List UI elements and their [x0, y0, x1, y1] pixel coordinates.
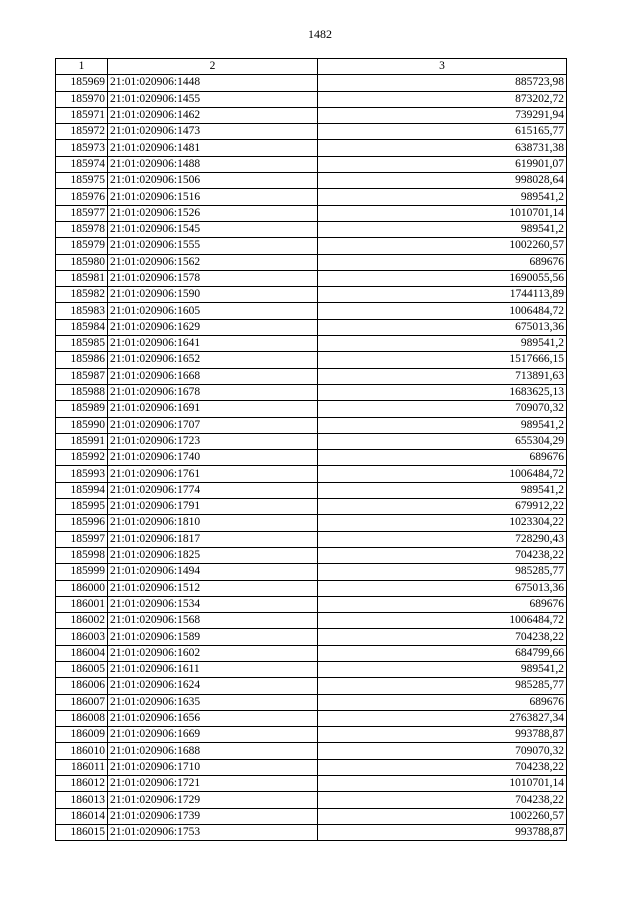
row-number-cell: 186009: [56, 727, 108, 743]
cadastral-value-cell: 1517666,15: [318, 352, 567, 368]
cadastral-value-cell: 989541,2: [318, 417, 567, 433]
cadastral-value-cell: 989541,2: [318, 661, 567, 677]
table-row: [56, 140, 567, 156]
cadastral-number-cell: 21:01:020906:1753: [108, 824, 318, 840]
cadastral-value-cell: 689676: [318, 254, 567, 270]
cadastral-number-cell: 21:01:020906:1641: [108, 336, 318, 352]
table-row: [56, 580, 567, 596]
table-row: [56, 710, 567, 726]
cadastral-number-cell: 21:01:020906:1723: [108, 433, 318, 449]
table-body: [56, 75, 567, 841]
table-row: [56, 124, 567, 140]
cadastral-value-cell: 689676: [318, 596, 567, 612]
table-row: [56, 531, 567, 547]
cadastral-number-cell: 21:01:020906:1656: [108, 710, 318, 726]
cadastral-value-cell: 993788,87: [318, 727, 567, 743]
cadastral-number-cell: 21:01:020906:1448: [108, 75, 318, 91]
column-header-1: 1: [56, 59, 108, 75]
row-number-cell: 185996: [56, 515, 108, 531]
table-row: [56, 596, 567, 612]
row-number-cell: 185974: [56, 156, 108, 172]
table-row: [56, 173, 567, 189]
table-row: [56, 417, 567, 433]
table-row: [56, 613, 567, 629]
cadastral-value-cell: 1002260,57: [318, 808, 567, 824]
row-number-cell: 185988: [56, 384, 108, 400]
table-row: [56, 808, 567, 824]
table-row: [56, 645, 567, 661]
cadastral-number-cell: 21:01:020906:1740: [108, 450, 318, 466]
cadastral-number-cell: 21:01:020906:1761: [108, 466, 318, 482]
table-row: [56, 661, 567, 677]
cadastral-number-cell: 21:01:020906:1526: [108, 205, 318, 221]
cadastral-number-cell: 21:01:020906:1545: [108, 221, 318, 237]
cadastral-value-cell: 675013,36: [318, 580, 567, 596]
cadastral-number-cell: 21:01:020906:1568: [108, 613, 318, 629]
cadastral-number-cell: 21:01:020906:1825: [108, 547, 318, 563]
cadastral-value-cell: 989541,2: [318, 189, 567, 205]
table-row: [56, 303, 567, 319]
table-row: [56, 482, 567, 498]
cadastral-number-cell: 21:01:020906:1605: [108, 303, 318, 319]
cadastral-number-cell: 21:01:020906:1707: [108, 417, 318, 433]
cadastral-value-cell: 989541,2: [318, 221, 567, 237]
row-number-cell: 185999: [56, 564, 108, 580]
row-number-cell: 185983: [56, 303, 108, 319]
row-number-cell: 185984: [56, 319, 108, 335]
table-row: [56, 336, 567, 352]
row-number-cell: 186010: [56, 743, 108, 759]
row-number-cell: 185981: [56, 270, 108, 286]
cadastral-value-cell: 885723,98: [318, 75, 567, 91]
cadastral-number-cell: 21:01:020906:1611: [108, 661, 318, 677]
cadastral-value-cell: 1690055,56: [318, 270, 567, 286]
cadastral-value-cell: 873202,72: [318, 91, 567, 107]
cadastral-value-table: [55, 58, 567, 841]
row-number-cell: 186003: [56, 629, 108, 645]
table-row: [56, 319, 567, 335]
cadastral-number-cell: 21:01:020906:1721: [108, 776, 318, 792]
cadastral-value-cell: 2763827,34: [318, 710, 567, 726]
cadastral-value-cell: 689676: [318, 450, 567, 466]
table-row: [56, 107, 567, 123]
cadastral-number-cell: 21:01:020906:1624: [108, 678, 318, 694]
cadastral-number-cell: 21:01:020906:1488: [108, 156, 318, 172]
cadastral-value-cell: 675013,36: [318, 319, 567, 335]
table-row: [56, 694, 567, 710]
cadastral-value-cell: 704238,22: [318, 629, 567, 645]
cadastral-value-cell: 1010701,14: [318, 205, 567, 221]
cadastral-value-cell: 728290,43: [318, 531, 567, 547]
cadastral-value-cell: 1683625,13: [318, 384, 567, 400]
cadastral-value-cell: 655304,29: [318, 433, 567, 449]
row-number-cell: 185975: [56, 173, 108, 189]
cadastral-number-cell: 21:01:020906:1739: [108, 808, 318, 824]
cadastral-number-cell: 21:01:020906:1589: [108, 629, 318, 645]
row-number-cell: 186005: [56, 661, 108, 677]
cadastral-value-cell: 1006484,72: [318, 303, 567, 319]
row-number-cell: 186001: [56, 596, 108, 612]
cadastral-number-cell: 21:01:020906:1462: [108, 107, 318, 123]
row-number-cell: 186015: [56, 824, 108, 840]
cadastral-number-cell: 21:01:020906:1555: [108, 238, 318, 254]
cadastral-value-cell: 1006484,72: [318, 613, 567, 629]
page-number: 1482: [308, 27, 332, 41]
cadastral-value-cell: 985285,77: [318, 678, 567, 694]
cadastral-number-cell: 21:01:020906:1481: [108, 140, 318, 156]
cadastral-number-cell: 21:01:020906:1691: [108, 401, 318, 417]
table-row: [56, 189, 567, 205]
cadastral-number-cell: 21:01:020906:1810: [108, 515, 318, 531]
table-row: [56, 792, 567, 808]
cadastral-value-cell: 619901,07: [318, 156, 567, 172]
cadastral-value-cell: 615165,77: [318, 124, 567, 140]
table-row: [56, 352, 567, 368]
cadastral-value-cell: 713891,63: [318, 368, 567, 384]
row-number-cell: 185976: [56, 189, 108, 205]
row-number-cell: 185972: [56, 124, 108, 140]
cadastral-value-cell: 704238,22: [318, 759, 567, 775]
cadastral-number-cell: 21:01:020906:1710: [108, 759, 318, 775]
table-row: [56, 91, 567, 107]
cadastral-number-cell: 21:01:020906:1455: [108, 91, 318, 107]
table-row: [56, 221, 567, 237]
cadastral-number-cell: 21:01:020906:1729: [108, 792, 318, 808]
cadastral-number-cell: 21:01:020906:1668: [108, 368, 318, 384]
row-number-cell: 185997: [56, 531, 108, 547]
cadastral-number-cell: 21:01:020906:1590: [108, 287, 318, 303]
cadastral-number-cell: 21:01:020906:1635: [108, 694, 318, 710]
row-number-cell: 185980: [56, 254, 108, 270]
table-row: [56, 547, 567, 563]
cadastral-value-cell: 709070,32: [318, 743, 567, 759]
table-row: [56, 238, 567, 254]
row-number-cell: 186004: [56, 645, 108, 661]
row-number-cell: 186012: [56, 776, 108, 792]
row-number-cell: 185982: [56, 287, 108, 303]
row-number-cell: 186011: [56, 759, 108, 775]
table-row: [56, 384, 567, 400]
cadastral-number-cell: 21:01:020906:1652: [108, 352, 318, 368]
table-row: [56, 401, 567, 417]
cadastral-number-cell: 21:01:020906:1512: [108, 580, 318, 596]
table-row: [56, 743, 567, 759]
table-row: [56, 433, 567, 449]
cadastral-number-cell: 21:01:020906:1629: [108, 319, 318, 335]
cadastral-value-cell: 1006484,72: [318, 466, 567, 482]
row-number-cell: 186007: [56, 694, 108, 710]
row-number-cell: 185994: [56, 482, 108, 498]
cadastral-number-cell: 21:01:020906:1774: [108, 482, 318, 498]
table-row: [56, 368, 567, 384]
table-row: [56, 776, 567, 792]
table-row: [56, 727, 567, 743]
row-number-cell: 185973: [56, 140, 108, 156]
cadastral-number-cell: 21:01:020906:1678: [108, 384, 318, 400]
table-row: [56, 629, 567, 645]
row-number-cell: 186008: [56, 710, 108, 726]
cadastral-value-cell: 739291,94: [318, 107, 567, 123]
cadastral-value-cell: 704238,22: [318, 547, 567, 563]
row-number-cell: 185990: [56, 417, 108, 433]
table-row: [56, 678, 567, 694]
row-number-cell: 185998: [56, 547, 108, 563]
cadastral-value-cell: 985285,77: [318, 564, 567, 580]
cadastral-value-cell: 638731,38: [318, 140, 567, 156]
row-number-cell: 186000: [56, 580, 108, 596]
cadastral-value-cell: 684799,66: [318, 645, 567, 661]
row-number-cell: 185971: [56, 107, 108, 123]
row-number-cell: 185978: [56, 221, 108, 237]
table-row: [56, 156, 567, 172]
row-number-cell: 185993: [56, 466, 108, 482]
table-row: [56, 75, 567, 91]
cadastral-number-cell: 21:01:020906:1817: [108, 531, 318, 547]
table-row: [56, 254, 567, 270]
cadastral-value-cell: 679912,22: [318, 499, 567, 515]
cadastral-value-cell: 1023304,22: [318, 515, 567, 531]
column-header-3: 3: [318, 59, 567, 75]
cadastral-number-cell: 21:01:020906:1669: [108, 727, 318, 743]
cadastral-value-cell: 1002260,57: [318, 238, 567, 254]
cadastral-value-cell: 709070,32: [318, 401, 567, 417]
cadastral-number-cell: 21:01:020906:1791: [108, 499, 318, 515]
cadastral-value-cell: 704238,22: [318, 792, 567, 808]
table-row: [56, 450, 567, 466]
row-number-cell: 186013: [56, 792, 108, 808]
row-number-cell: 186002: [56, 613, 108, 629]
row-number-cell: 185987: [56, 368, 108, 384]
cadastral-value-cell: 989541,2: [318, 336, 567, 352]
row-number-cell: 185989: [56, 401, 108, 417]
cadastral-value-cell: 998028,64: [318, 173, 567, 189]
row-number-cell: 185985: [56, 336, 108, 352]
table-row: [56, 564, 567, 580]
cadastral-number-cell: 21:01:020906:1494: [108, 564, 318, 580]
table-header-row: [56, 59, 567, 75]
cadastral-number-cell: 21:01:020906:1506: [108, 173, 318, 189]
table-row: [56, 205, 567, 221]
cadastral-value-cell: 1744113,89: [318, 287, 567, 303]
row-number-cell: 186014: [56, 808, 108, 824]
cadastral-number-cell: 21:01:020906:1688: [108, 743, 318, 759]
row-number-cell: 185977: [56, 205, 108, 221]
table-row: [56, 270, 567, 286]
table-row: [56, 287, 567, 303]
row-number-cell: 185986: [56, 352, 108, 368]
cadastral-number-cell: 21:01:020906:1578: [108, 270, 318, 286]
row-number-cell: 185992: [56, 450, 108, 466]
cadastral-number-cell: 21:01:020906:1534: [108, 596, 318, 612]
table-row: [56, 759, 567, 775]
table-row: [56, 824, 567, 840]
cadastral-number-cell: 21:01:020906:1473: [108, 124, 318, 140]
row-number-cell: 185970: [56, 91, 108, 107]
cadastral-number-cell: 21:01:020906:1562: [108, 254, 318, 270]
cadastral-value-cell: 1010701,14: [318, 776, 567, 792]
table-row: [56, 499, 567, 515]
row-number-cell: 185979: [56, 238, 108, 254]
row-number-cell: 185991: [56, 433, 108, 449]
table-row: [56, 466, 567, 482]
column-header-2: 2: [108, 59, 318, 75]
cadastral-number-cell: 21:01:020906:1516: [108, 189, 318, 205]
cadastral-number-cell: 21:01:020906:1602: [108, 645, 318, 661]
row-number-cell: 186006: [56, 678, 108, 694]
cadastral-value-cell: 689676: [318, 694, 567, 710]
cadastral-value-cell: 993788,87: [318, 824, 567, 840]
row-number-cell: 185995: [56, 499, 108, 515]
row-number-cell: 185969: [56, 75, 108, 91]
cadastral-value-cell: 989541,2: [318, 482, 567, 498]
table-row: [56, 515, 567, 531]
